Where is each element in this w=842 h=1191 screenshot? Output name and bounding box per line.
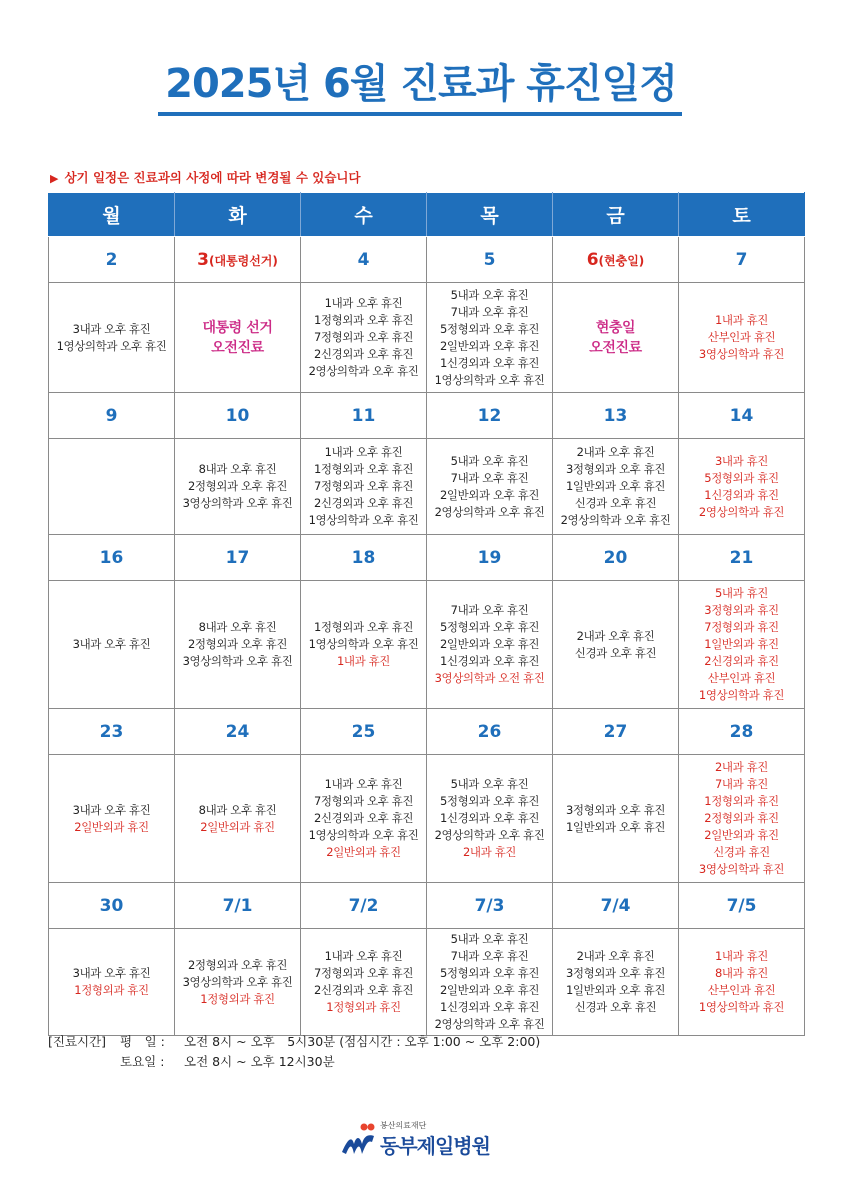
full-closure-entry: 2내과 휴진 — [462, 845, 516, 859]
schedule-cell — [427, 755, 553, 883]
weekday-label: 평 일 : — [120, 1034, 165, 1049]
weekday-header: 수 — [301, 193, 427, 237]
saturday-hours-row — [48, 1052, 540, 1072]
hospital-logo — [340, 1120, 510, 1164]
closure-entry: 2일반외과 오후 휴진 — [439, 637, 540, 651]
full-closure-entry: 1정형외과 휴진 — [200, 991, 275, 1006]
schedule-cell — [49, 581, 175, 709]
schedule-row — [49, 439, 805, 535]
date-number: 16 — [99, 547, 124, 568]
date-number: 17 — [225, 547, 250, 568]
special-note: 오전진료 — [589, 339, 642, 356]
date-cell — [679, 535, 805, 581]
schedule-cell — [427, 581, 553, 709]
date-row — [49, 237, 805, 283]
schedule-row — [49, 581, 805, 709]
date-number: 7 — [735, 249, 748, 270]
closure-entry: 2일반외과 오후 휴진 — [439, 983, 540, 997]
full-closure-entry: 산부인과 휴진 — [707, 983, 776, 997]
closure-entry: 1영상의학과 오후 휴진 — [308, 828, 419, 842]
date-cell — [175, 535, 301, 581]
date-cell — [427, 535, 553, 581]
date-number: 6 — [586, 249, 599, 270]
closure-entry: 3내과 오후 휴진 — [72, 321, 151, 336]
date-cell — [679, 237, 805, 283]
schedule-cell — [301, 283, 427, 393]
weekday-header: 토 — [679, 193, 805, 237]
date-number: 19 — [477, 547, 502, 568]
closure-entry: 1일반외과 오후 휴진 — [565, 819, 666, 834]
date-number: 7/4 — [600, 895, 631, 916]
date-row — [49, 393, 805, 439]
closure-entry: 2정형외과 오후 휴진 — [187, 637, 288, 651]
closure-entry: 5내과 오후 휴진 — [450, 287, 529, 302]
full-closure-entry: 산부인과 휴진 — [707, 671, 776, 685]
full-closure-entry: 7내과 휴진 — [714, 777, 768, 791]
date-number: 9 — [105, 405, 118, 426]
date-number: 18 — [351, 547, 376, 568]
full-closure-entry: 2일반외과 휴진 — [200, 819, 275, 834]
closure-entry: 3내과 오후 휴진 — [72, 637, 151, 651]
schedule-cell — [427, 929, 553, 1036]
full-closure-entry: 8내과 휴진 — [714, 966, 768, 980]
closure-entry: 2정형외과 오후 휴진 — [187, 957, 288, 972]
weekday-header: 화 — [175, 193, 301, 237]
full-closure-entry: 산부인과 휴진 — [707, 330, 776, 344]
date-cell — [301, 393, 427, 439]
date-cell — [553, 393, 679, 439]
closure-entry: 신경과 오후 휴진 — [574, 496, 657, 510]
closure-entry: 5내과 오후 휴진 — [450, 777, 529, 791]
calendar-table — [48, 192, 805, 1036]
schedule-cell — [175, 929, 301, 1036]
full-closure-entry: 2일반외과 휴진 — [326, 845, 401, 859]
closure-entry: 2신경외과 오후 휴진 — [313, 811, 414, 825]
closure-entry: 신경과 오후 휴진 — [574, 645, 657, 660]
closure-entry: 1영상의학과 오후 휴진 — [308, 637, 419, 651]
closure-entry: 7정형외과 오후 휴진 — [313, 966, 414, 980]
schedule-cell — [553, 581, 679, 709]
title-underline — [158, 112, 682, 116]
date-cell — [427, 709, 553, 755]
closure-entry: 2신경외과 오후 휴진 — [313, 496, 414, 510]
date-cell — [679, 393, 805, 439]
closure-entry: 5정형외과 오후 휴진 — [439, 620, 540, 634]
closure-entry: 2영상의학과 오후 휴진 — [434, 504, 545, 519]
closure-entry: 5정형외과 오후 휴진 — [439, 321, 540, 336]
closure-entry: 2일반외과 오후 휴진 — [439, 487, 540, 502]
schedule-cell — [553, 439, 679, 535]
weekday-header: 월 — [49, 193, 175, 237]
date-number: 27 — [603, 721, 628, 742]
schedule-cell — [49, 755, 175, 883]
full-closure-entry: 1정형외과 휴진 — [74, 983, 149, 997]
schedule-cell — [301, 581, 427, 709]
closure-entry: 1내과 오후 휴진 — [324, 445, 403, 459]
full-closure-entry: 2내과 휴진 — [714, 760, 768, 774]
closure-entry: 7정형외과 오후 휴진 — [313, 330, 414, 344]
date-cell — [49, 709, 175, 755]
date-number: 28 — [729, 721, 754, 742]
holiday-label: (대통령선거) — [208, 253, 278, 268]
date-cell — [553, 709, 679, 755]
date-cell — [553, 535, 679, 581]
closure-entry: 1영상의학과 오후 휴진 — [434, 372, 545, 387]
full-closure-entry: 5정형외과 휴진 — [704, 470, 779, 485]
closure-entry: 2내과 오후 휴진 — [576, 445, 655, 459]
closure-entry: 1일반외과 오후 휴진 — [565, 479, 666, 493]
holiday-label: (현충일) — [598, 253, 645, 268]
full-closure-entry: 1내과 휴진 — [714, 313, 768, 327]
closure-entry: 3영상의학과 오후 휴진 — [182, 654, 293, 668]
date-number: 2 — [105, 249, 118, 270]
schedule-cell — [175, 439, 301, 535]
date-row — [49, 883, 805, 929]
closure-entry: 1내과 오후 휴진 — [324, 777, 403, 791]
closure-entry: 7정형외과 오후 휴진 — [313, 794, 414, 808]
closure-entry: 8내과 오후 휴진 — [198, 620, 277, 634]
full-closure-entry: 1영상의학과 휴진 — [698, 1000, 785, 1014]
full-closure-entry: 2영상의학과 휴진 — [698, 504, 785, 519]
weekday-hours: 오전 8시 ~ 오후 5시30분 (점심시간 : 오후 1:00 ~ 오후 2:00) — [184, 1034, 541, 1049]
date-cell — [301, 709, 427, 755]
date-cell — [175, 709, 301, 755]
schedule-row — [49, 755, 805, 883]
closure-entry: 1신경외과 오후 휴진 — [439, 1000, 540, 1014]
closure-entry: 1내과 오후 휴진 — [324, 296, 403, 310]
date-number: 4 — [357, 249, 370, 270]
closure-entry: 5내과 오후 휴진 — [450, 453, 529, 468]
date-cell — [49, 393, 175, 439]
closure-entry: 2정형외과 오후 휴진 — [187, 479, 288, 493]
date-cell — [301, 237, 427, 283]
clinic-hours — [48, 1032, 540, 1072]
schedule-cell — [679, 283, 805, 393]
closure-entry: 3정형외과 오후 휴진 — [565, 966, 666, 980]
page-title: 2025년 6월 진료과 휴진일정 — [165, 61, 677, 107]
closure-entry: 2영상의학과 오후 휴진 — [308, 364, 419, 378]
closure-entry: 7내과 오후 휴진 — [450, 304, 529, 319]
closure-entry: 5정형외과 오후 휴진 — [439, 966, 540, 980]
date-number: 24 — [225, 721, 250, 742]
date-cell — [301, 535, 427, 581]
weekday-header: 목 — [427, 193, 553, 237]
closure-entry: 1정형외과 오후 휴진 — [313, 313, 414, 327]
full-closure-entry: 신경과 휴진 — [713, 845, 770, 859]
date-cell — [427, 237, 553, 283]
hospital-name: 동부제일병원 — [380, 1134, 490, 1158]
schedule-cell — [175, 581, 301, 709]
full-closure-entry: 5내과 휴진 — [714, 586, 768, 600]
closure-entry: 3정형외과 오후 휴진 — [565, 802, 666, 817]
date-cell — [175, 237, 301, 283]
date-cell — [553, 883, 679, 929]
date-cell — [553, 237, 679, 283]
closure-entry: 3내과 오후 휴진 — [72, 966, 151, 980]
closure-entry: 1영상의학과 오후 휴진 — [308, 513, 419, 527]
saturday-label: 토요일 : — [120, 1054, 165, 1069]
date-row — [49, 709, 805, 755]
date-number: 3 — [197, 249, 209, 270]
schedule-cell — [49, 283, 175, 393]
date-number: 26 — [477, 721, 502, 742]
closure-entry: 2영상의학과 오후 휴진 — [560, 513, 671, 527]
special-note: 대통령 선거 — [202, 319, 273, 336]
closure-entry: 1정형외과 오후 휴진 — [313, 620, 414, 634]
date-cell — [175, 393, 301, 439]
date-number: 7/3 — [474, 895, 505, 916]
closure-entry: 1내과 오후 휴진 — [324, 949, 403, 963]
full-closure-entry: 2일반외과 휴진 — [74, 819, 149, 834]
schedule-cell — [679, 929, 805, 1036]
date-number: 7/1 — [222, 895, 253, 916]
date-number: 7/2 — [348, 895, 379, 916]
full-closure-entry: 1정형외과 휴진 — [704, 794, 779, 808]
full-closure-entry: 3영상의학과 휴진 — [698, 347, 785, 361]
date-cell — [49, 535, 175, 581]
full-closure-entry: 1내과 휴진 — [336, 654, 390, 668]
date-cell — [301, 883, 427, 929]
closure-entry: 7내과 오후 휴진 — [450, 949, 529, 963]
full-closure-entry: 1내과 휴진 — [714, 949, 768, 963]
full-closure-entry: 2신경외과 휴진 — [704, 654, 779, 668]
date-number: 23 — [99, 721, 124, 742]
schedule-cell — [427, 283, 553, 393]
schedule-cell — [301, 439, 427, 535]
schedule-cell — [175, 283, 301, 393]
date-number: 12 — [477, 405, 502, 426]
full-closure-entry: 2정형외과 휴진 — [704, 811, 779, 825]
schedule-cell — [301, 755, 427, 883]
schedule-cell — [49, 929, 175, 1036]
date-number: 25 — [351, 721, 376, 742]
date-cell — [175, 883, 301, 929]
closure-entry: 3영상의학과 오후 휴진 — [182, 496, 293, 510]
closure-entry: 8내과 오후 휴진 — [198, 462, 277, 476]
schedule-cell — [175, 755, 301, 883]
date-row — [49, 535, 805, 581]
schedule-cell — [301, 929, 427, 1036]
closure-entry: 2내과 오후 휴진 — [576, 949, 655, 963]
date-number: 20 — [603, 547, 628, 568]
schedule-cell — [679, 581, 805, 709]
closure-entry: 2내과 오후 휴진 — [576, 628, 655, 643]
schedule-cell — [427, 439, 553, 535]
weekday-hours-row — [48, 1032, 540, 1052]
full-closure-entry: 1영상의학과 휴진 — [698, 688, 785, 702]
closure-entry: 5내과 오후 휴진 — [450, 932, 529, 946]
closure-entry: 2신경외과 오후 휴진 — [313, 983, 414, 997]
date-number: 30 — [99, 895, 124, 916]
closure-entry: 2일반외과 오후 휴진 — [439, 338, 540, 353]
closure-entry: 3정형외과 오후 휴진 — [565, 462, 666, 476]
saturday-hours: 오전 8시 ~ 오후 12시30분 — [184, 1054, 335, 1069]
schedule-row — [49, 929, 805, 1036]
date-number: 5 — [483, 249, 496, 270]
date-cell — [679, 709, 805, 755]
closure-entry: 1일반외과 오후 휴진 — [565, 983, 666, 997]
closure-entry: 1신경외과 오후 휴진 — [439, 355, 540, 370]
closure-entry: 1신경외과 오후 휴진 — [439, 811, 540, 825]
closure-entry: 신경과 오후 휴진 — [574, 1000, 657, 1014]
schedule-cell — [553, 929, 679, 1036]
schedule-cell — [679, 755, 805, 883]
closure-entry: 1영상의학과 오후 휴진 — [56, 338, 167, 353]
schedule-cell — [679, 439, 805, 535]
date-number: 11 — [351, 405, 376, 426]
date-cell — [427, 393, 553, 439]
closure-entry: 2신경외과 오후 휴진 — [313, 347, 414, 361]
full-closure-entry: 1정형외과 휴진 — [326, 1000, 401, 1014]
full-closure-entry: 3정형외과 휴진 — [704, 603, 779, 617]
full-closure-entry: 3영상의학과 오전 휴진 — [434, 671, 545, 685]
schedule-cell — [553, 755, 679, 883]
closure-entry: 5정형외과 오후 휴진 — [439, 794, 540, 808]
date-number: 10 — [225, 405, 250, 426]
weekday-header-row — [49, 193, 805, 237]
schedule-cell — [553, 283, 679, 393]
date-cell — [49, 883, 175, 929]
closure-entry: 2영상의학과 오후 휴진 — [434, 1017, 545, 1031]
schedule-row — [49, 283, 805, 393]
hospital-logo-icon — [340, 1122, 376, 1158]
closure-entry: 7내과 오후 휴진 — [450, 470, 529, 485]
closure-entry: 1정형외과 오후 휴진 — [313, 462, 414, 476]
date-number: 7/5 — [726, 895, 757, 916]
full-closure-entry: 1일반외과 휴진 — [704, 637, 779, 651]
full-closure-entry: 3내과 휴진 — [714, 453, 768, 468]
notice — [50, 168, 361, 186]
closure-entry: 7정형외과 오후 휴진 — [313, 479, 414, 493]
notice-text: 상기 일정은 진료과의 사정에 따라 변경될 수 있습니다 — [64, 170, 361, 185]
date-cell — [49, 237, 175, 283]
closure-entry: 2영상의학과 오후 휴진 — [434, 828, 545, 842]
full-closure-entry: 2일반외과 휴진 — [704, 828, 779, 842]
closure-entry: 8내과 오후 휴진 — [198, 802, 277, 817]
special-note: 현충일 — [595, 319, 636, 336]
triangle-right-icon: ▶ — [50, 172, 59, 185]
closure-entry: 1신경외과 오후 휴진 — [439, 654, 540, 668]
date-number: 14 — [729, 405, 754, 426]
closure-entry: 3내과 오후 휴진 — [72, 802, 151, 817]
closure-entry: 7내과 오후 휴진 — [450, 603, 529, 617]
full-closure-entry: 7정형외과 휴진 — [704, 620, 779, 634]
closure-entry: 3영상의학과 오후 휴진 — [182, 974, 293, 989]
weekday-header: 금 — [553, 193, 679, 237]
foundation-name: 봉산의료재단 — [380, 1121, 427, 1130]
hours-label: [진료시간] — [48, 1034, 107, 1049]
date-cell — [679, 883, 805, 929]
special-note: 오전진료 — [211, 339, 264, 356]
full-closure-entry: 1신경외과 휴진 — [704, 487, 779, 502]
date-number: 21 — [729, 547, 754, 568]
full-closure-entry: 3영상의학과 휴진 — [698, 862, 785, 876]
schedule-cell — [49, 439, 175, 535]
date-cell — [427, 883, 553, 929]
date-number: 13 — [603, 405, 628, 426]
